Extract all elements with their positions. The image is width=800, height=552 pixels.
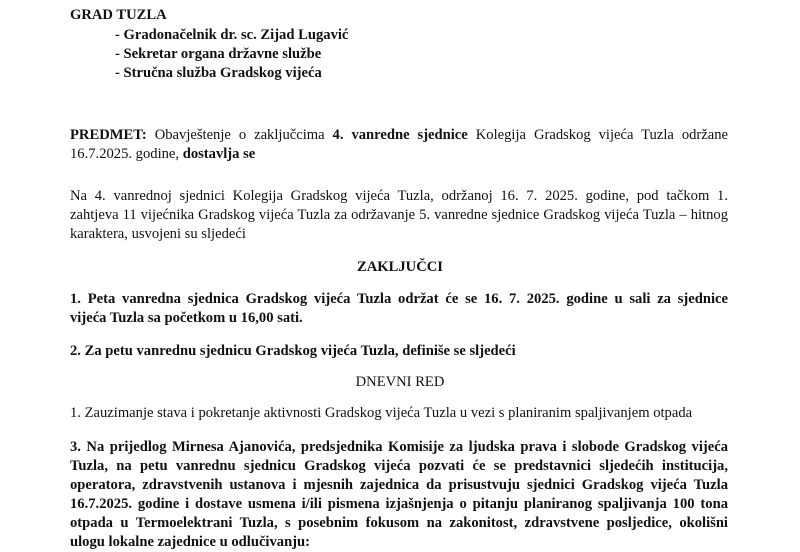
agenda-item-1: 1. Zauzimanje stava i pokretanje aktivnosti Gradskog vijeća Tuzla u vezi s planiranim spaljivanjem otpada	[70, 405, 693, 421]
conclusion-3-line-6: ulogu lokalne zajednice u odlučivanju:	[70, 534, 311, 550]
conclusion-1-line-1: 1. Peta vanredna sjednica Gradskog vijeća Tuzla održat će se 16. 7. 2025. godine u sali za sjednice	[70, 291, 728, 307]
conclusion-3-line-1: 3. Na prijedlog Mirnesa Ajanovića, predsjednika Komisije za ljudska prava i slobode Gradskog vijeća	[70, 439, 728, 455]
organization-name: GRAD TUZLA	[70, 7, 167, 23]
agenda-heading: DNEVNI RED	[355, 374, 445, 390]
subject-label: PREDMET:	[70, 127, 147, 143]
conclusions-heading: ZAKLJUČCI	[357, 259, 443, 275]
subject-line-2	[70, 145, 255, 164]
conclusion-2: 2. Za petu vanrednu sjednicu Gradskog vijeća Tuzla, definiše se sljedeći	[70, 343, 516, 359]
subject-line-1	[70, 126, 728, 145]
recipient-secretary: - Sekretar organa državne službe	[115, 46, 322, 62]
intro-line-2: zahtjeva 11 vijećnika Gradskog vijeća Tuzla za održavanje 5. vanredne sjednice Gradskog vijeća Tuzla – hitnog	[70, 207, 728, 223]
conclusion-3-line-3: operatora, zdravstvenih ustanova i mjesnih zajednica da prisustvuju sjednici Gradskog vijeća Tuzla	[70, 477, 728, 493]
subject-date: 16.7.2025. godine,	[70, 146, 183, 162]
subject-text-1: Obavještenje o zaključcima	[146, 127, 333, 143]
conclusion-3-line-2: Tuzla, na petu vanrednu sjednicu Gradskog vijeća pozvati će se predstavnici sljedećih institucija,	[70, 458, 728, 474]
conclusion-1-line-2: vijeća Tuzla sa početkom u 16,00 sati.	[70, 310, 303, 326]
intro-line-1: Na 4. vanrednoj sjednici Kolegija Gradskog vijeća Tuzla, održanoj 16. 7. 2025. godine, pod tačkom 1.	[70, 188, 728, 204]
subject-delivery: dostavlja se	[182, 146, 256, 162]
subject-text-2: Kolegija Gradskog vijeća Tuzla održane	[467, 127, 728, 143]
intro-line-3: karaktera, usvojeni su sljedeći	[70, 226, 246, 242]
conclusion-3-line-5: otpada u Termoelektrani Tuzla, s posebnim fokusom na zakonitost, zdravstvene posljedice, okolišni	[70, 515, 728, 531]
recipient-council-service: - Stručna služba Gradskog vijeća	[115, 65, 322, 81]
subject-session: 4. vanredne sjednice	[332, 127, 468, 143]
conclusion-3-line-4: 16.7.2025. godine i dostave usmena i/ili pismena izjašnjenja o pitanju planiranog spaljivanja 100 tona	[70, 496, 728, 512]
recipient-mayor: - Gradonačelnik dr. sc. Zijad Lugavić	[115, 27, 349, 43]
